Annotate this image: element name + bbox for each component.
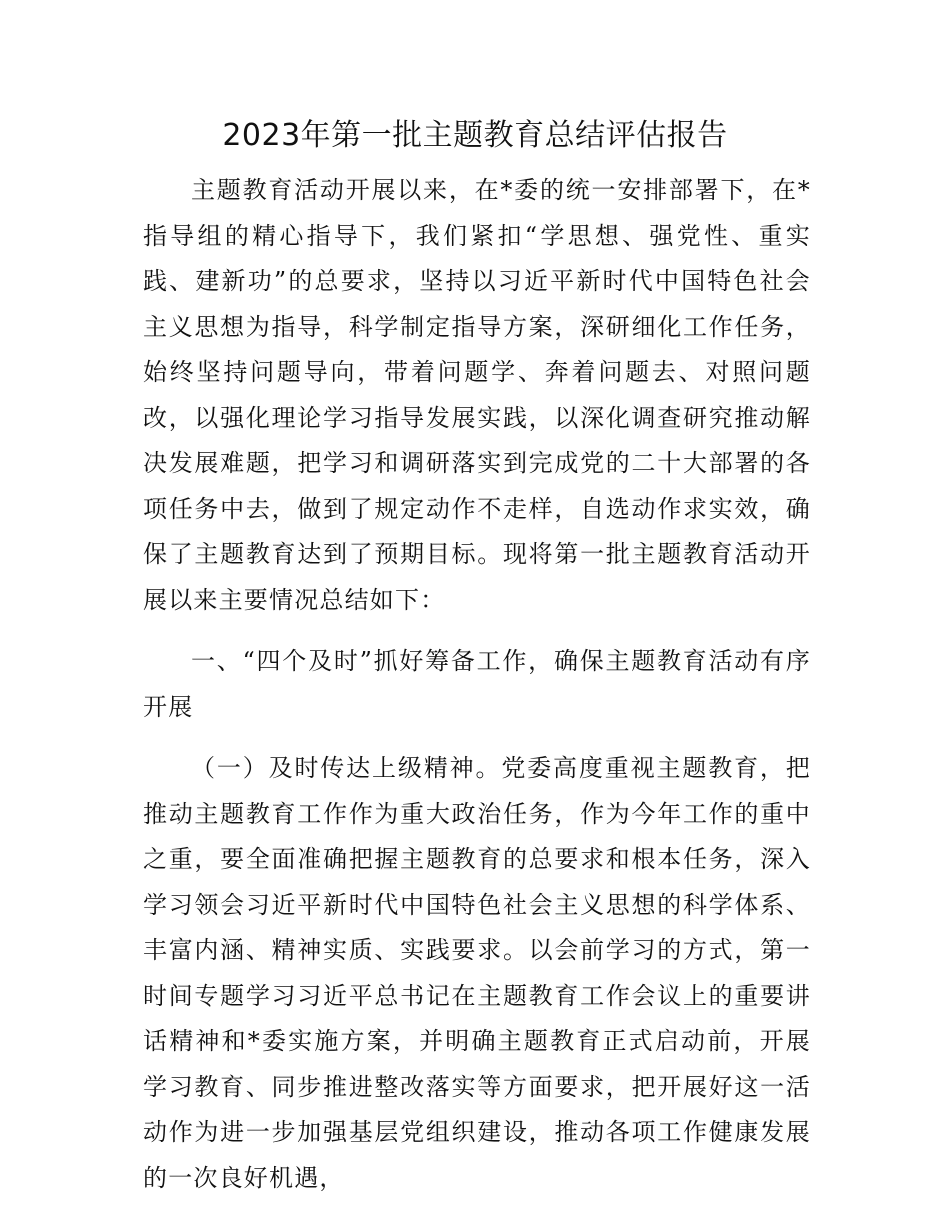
document-body (143, 168, 811, 1201)
intro-paragraph: 主题教育活动开展以来，在*委的统一安排部署下，在*指导组的精心指导下，我们紧扣“学思想、强党性、重实践、建新功”的总要求，坚持以习近平新时代中国特色社会主义思想为指导，科学制定指导方案，深研细化工作任务，始终坚持问题导向，带着问题学、奔着问题去、对照问题改，以强化理论学习指导发展实践，以深化调查研究推动解决发展难题，把学习和调研落实到完成党的二十大部署的各项任务中去，做到了规定动作不走样，自选动作求实效，确保了主题教育达到了预期目标。现将第一批主题教育活动开展以来主要情况总结如下： (143, 176, 811, 614)
section-heading: 一、“四个及时”抓好筹备工作，确保主题教育活动有序开展 (143, 647, 811, 721)
subsection-paragraph: （一）及时传达上级精神。党委高度重视主题教育，把推动主题教育工作作为重大政治任务，作为今年工作的重中之重，要全面准确把握主题教育的总要求和根本任务，深入学习领会习近平新时代中国特色社会主义思想的科学体系、丰富内涵、精神实质、实践要求。以会前学习的方式，第一时间专题学习习近平总书记在主题教育工作会议上的重要讲话精神和*委实施方案，并明确主题教育正式启动前，开展学习教育、同步推进整改落实等方面要求，把开展好这一活动作为进一步加强基层党组织建设，推动各项工作健康发展的一次良好机遇， (143, 754, 811, 1192)
document-title: 2023年第一批主题教育总结评估报告 (222, 118, 728, 153)
